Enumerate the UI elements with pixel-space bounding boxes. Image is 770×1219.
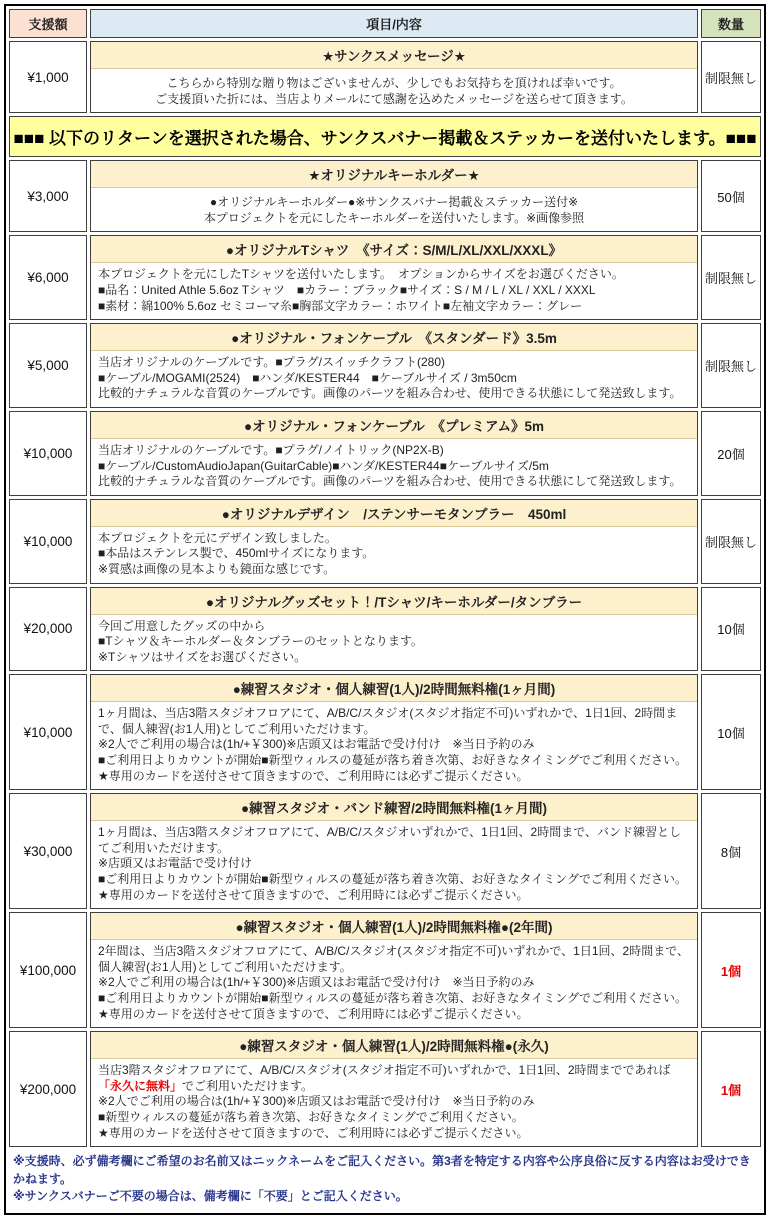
reward-title: ●オリジナル・フォンケーブル 《スタンダード》3.5m [91,324,697,351]
support-amount: ¥3,000 [9,160,87,232]
reward-description-line [98,634,690,650]
banner-row [9,116,761,157]
reward-description-line [98,1126,690,1142]
reward-description [91,940,697,1027]
reward-content [90,323,698,408]
description-segment: 今回ご用意したグッズの中から [98,618,266,633]
quantity-cell: 1個 [701,1031,761,1147]
reward-content [90,1031,698,1147]
support-amount: ¥10,000 [9,674,87,790]
reward-description-line [98,737,690,753]
reward-description [91,188,697,231]
quantity-cell: 制限無し [701,499,761,584]
reward-description-line [98,546,690,562]
description-segment: ※Tシャツはサイズをお選びください。 [98,649,307,664]
quantity-cell: 10個 [701,587,761,672]
description-segment: ■新型ウィルスの蔓延が落ち着き次第、お好きなタイミングでご利用ください。 [98,1109,524,1124]
quantity-cell: 20個 [701,411,761,496]
quantity-cell: 制限無し [701,235,761,320]
reward-description-line [98,1079,690,1095]
support-amount: ¥10,000 [9,499,87,584]
description-segment: 1ヶ月間は、当店3階スタジオフロアにて、A/B/C/スタジオいずれかで、1日1回、2時間まで、バンド練習としてご利用いただけます。 [98,825,681,855]
reward-row [9,674,761,790]
reward-description-line [98,299,690,315]
description-segment: ■本品はステンレス製で、450mlサイズになります。 [98,546,375,561]
reward-description-line [98,355,690,371]
description-segment: ■ご利用日よりカウントが開始■新型ウィルスの蔓延が落ち着き次第、お好きなタイミングでご利用ください。★専用のカードを送付させて頂きますので、ご利用時には必ずご提示ください。 [98,753,687,783]
description-segment: 本プロジェクトを元にしたTシャツを送付いたします。 オプションからサイズをお選びください。 [98,267,624,282]
reward-title: ★オリジナルキーホルダー★ [91,161,697,188]
reward-description-line [98,650,690,666]
description-segment: ■ケーブル/CustomAudioJapan(GuitarCable)■ハンダ/KESTER44■ケーブルサイズ/5m [98,458,549,473]
description-segment: 比較的ナチュラルな音質のケーブルです。画像のパーツを組み合わせ、使用できる状態にして発送致します。 [98,474,682,489]
reward-table [6,6,764,1150]
thanks-banner: ■■■ 以下のリターンを選択された場合、サンクスバナー掲載＆ステッカーを送付いたします。■■■ [9,116,761,157]
reward-description [91,821,697,908]
reward-title: ●練習スタジオ・個人練習(1人)/2時間無料権●(2年間) [91,913,697,940]
support-amount: ¥30,000 [9,793,87,909]
reward-description-line [98,753,690,784]
rows-container [9,41,761,1147]
reward-description-line [98,283,690,299]
header-row [9,9,761,38]
reward-description [91,263,697,319]
description-segment: ●オリジナルキーホルダー●※サンクスバナー掲載＆ステッカー送付※ [209,195,579,210]
support-amount: ¥10,000 [9,411,87,496]
description-segment: ■品名：United Athle 5.6oz Tシャツ ■カラー：ブラック■サイズ：S / M / L / XL / XXL / XXXL [98,282,596,297]
description-segment: 比較的ナチュラルな音質のケーブルです。画像のパーツを組み合わせ、使用できる状態にして発送致します。 [98,386,682,401]
reward-description-line [98,267,690,283]
reward-description [91,69,697,112]
description-segment: 本プロジェクトを元にデザイン致しました。 [98,530,337,545]
reward-content [90,587,698,672]
support-amount: ¥20,000 [9,587,87,672]
description-segment: 2年間は、当店3階スタジオフロアにて、A/B/C/スタジオ(スタジオ指定不可)いずれかで、1日1回、2時間まで、個人練習(お1人用)としてご利用いただけます。 [98,944,689,974]
description-segment: 本プロジェクトを元にしたキーホルダーを送付いたします。※画像参照 [203,210,585,225]
description-segment: ■ご利用日よりカウントが開始■新型ウィルスの蔓延が落ち着き次第、お好きなタイミングでご利用ください。★専用のカードを送付させて頂きますので、ご利用時には必ずご提示ください。 [98,991,687,1021]
quantity-cell: 8個 [701,793,761,909]
reward-description-line [98,195,690,211]
reward-content [90,160,698,232]
reward-description-line [98,371,690,387]
footer-note-line-2: ※サンクスバナーご不要の場合は、備考欄に「不要」とご記入ください。 [13,1188,408,1203]
reward-row [9,41,761,113]
support-amount: ¥100,000 [9,912,87,1028]
reward-description [91,1059,697,1146]
reward-content [90,912,698,1028]
reward-content [90,674,698,790]
reward-title: ★サンクスメッセージ★ [91,42,697,69]
reward-description-line [98,706,690,737]
reward-description-line [98,474,690,490]
quantity-cell: 制限無し [701,323,761,408]
reward-description-line [98,872,690,903]
reward-table-sheet [4,4,766,1215]
reward-title: ●オリジナル・フォンケーブル 《プレミアム》5m [91,412,697,439]
reward-title: ●オリジナルデザイン /ステンサーモタンブラー 450ml [91,500,697,527]
quantity-cell: 1個 [701,912,761,1028]
description-segment: 当店オリジナルのケーブルです。■プラグ/スイッチクラフト(280) [98,355,445,370]
reward-description-line [98,386,690,402]
header-support-amount: 支援額 [9,9,87,38]
reward-row [9,1031,761,1147]
footer-note-line-1: ※支援時、必ず備考欄にご希望のお名前又はニックネームをご記入ください。第3者を特定する内容や公序良俗に反する内容はお受けできかねます。 [13,1154,751,1186]
reward-description [91,439,697,495]
description-segment: ■Tシャツ＆キーホルダー＆タンブラーのセットとなります。 [98,634,423,649]
reward-description-line [98,1110,690,1126]
description-segment: こちらから特別な贈り物はございませんが、少しでもお気持ちを頂ければ幸いです。 [166,76,622,90]
header-item-content: 項目/内容 [90,9,698,38]
description-segment: ※質感は画像の見本よりも鏡面な感じです。 [98,561,336,576]
reward-description [91,527,697,583]
reward-row [9,411,761,496]
reward-content [90,41,698,113]
description-segment: 当店3階スタジオフロアにて、A/B/C/スタジオ(スタジオ指定不可)いずれかで、1日1回、2時間までであれば [98,1063,671,1078]
reward-description [91,615,697,671]
reward-row [9,235,761,320]
reward-description-line [98,92,690,108]
support-amount: ¥200,000 [9,1031,87,1147]
description-segment: ※2人でご利用の場合は(1h/+￥300)※店頭又はお電話で受け付け ※当日予約のみ [98,975,535,990]
highlight-red-text: 「永久に無料」 [98,1078,183,1093]
description-segment: ■ご利用日よりカウントが開始■新型ウィルスの蔓延が落ち着き次第、お好きなタイミングでご利用ください。★専用のカードを送付させて頂きますので、ご利用時には必ずご提示ください。 [98,872,687,902]
support-amount: ¥5,000 [9,323,87,408]
reward-content [90,793,698,909]
reward-title: ●練習スタジオ・個人練習(1人)/2時間無料権(1ヶ月間) [91,675,697,702]
reward-description-line [98,562,690,578]
reward-title: ●練習スタジオ・個人練習(1人)/2時間無料権●(永久) [91,1032,697,1059]
support-amount: ¥1,000 [9,41,87,113]
reward-content [90,499,698,584]
reward-description-line [98,211,690,227]
reward-description-line [98,1063,690,1079]
reward-description-line [98,944,690,975]
description-segment: ※店頭又はお電話で受け付け [98,856,253,871]
reward-description-line [98,459,690,475]
reward-title: ●練習スタジオ・バンド練習/2時間無料権(1ヶ月間) [91,794,697,821]
description-segment: ■素材：綿100% 5.6oz セミコーマ糸■胸部文字カラー：ホワイト■左袖文字カラー：グレー [98,298,583,313]
reward-description-line [98,76,690,92]
description-segment: 当店オリジナルのケーブルです。■プラグ/ノイトリック(NP2X-B) [98,442,444,457]
reward-description-line [98,443,690,459]
reward-description-line [98,619,690,635]
reward-row [9,587,761,672]
reward-title: ●オリジナルTシャツ 《サイズ：S/M/L/XL/XXL/XXXL》 [91,236,697,263]
support-amount: ¥6,000 [9,235,87,320]
reward-row [9,793,761,909]
description-segment: でご利用いただけます。 [182,1078,314,1093]
description-segment: ※2人でご利用の場合は(1h/+￥300)※店頭又はお電話で受け付け ※当日予約のみ [98,1094,535,1109]
reward-description-line [98,531,690,547]
reward-row [9,323,761,408]
reward-description [91,702,697,789]
reward-description-line [98,856,690,872]
reward-description-line [98,1094,690,1110]
header-quantity: 数量 [701,9,761,38]
reward-description-line [98,991,690,1022]
reward-description-line [98,825,690,856]
description-segment: ■ケーブル/MOGAMI(2524) ■ハンダ/KESTER44 ■ケーブルサイズ / 3m50cm [98,370,517,385]
description-segment: ご支援頂いた折には、当店よりメールにて感謝を込めたメッセージを送らせて頂きます。 [155,91,633,106]
description-segment: ※2人でご利用の場合は(1h/+￥300)※店頭又はお電話で受け付け ※当日予約のみ [98,737,535,752]
reward-title: ●オリジナルグッズセット！/Tシャツ/キーホルダー/タンブラー [91,588,697,615]
description-segment: ★専用のカードを送付させて頂きますので、ご利用時には必ずご提示ください。 [98,1125,529,1140]
reward-row [9,912,761,1028]
reward-description-line [98,975,690,991]
reward-row [9,160,761,232]
reward-row [9,499,761,584]
reward-description [91,351,697,407]
reward-content [90,235,698,320]
footer-notes [6,1150,764,1213]
description-segment: 1ヶ月間は、当店3階スタジオフロアにて、A/B/C/スタジオ(スタジオ指定不可)いずれかで、1日1回、2時間まで、個人練習(お1人用)としてご利用いただけます。 [98,706,678,736]
reward-content [90,411,698,496]
quantity-cell: 制限無し [701,41,761,113]
quantity-cell: 10個 [701,674,761,790]
quantity-cell: 50個 [701,160,761,232]
